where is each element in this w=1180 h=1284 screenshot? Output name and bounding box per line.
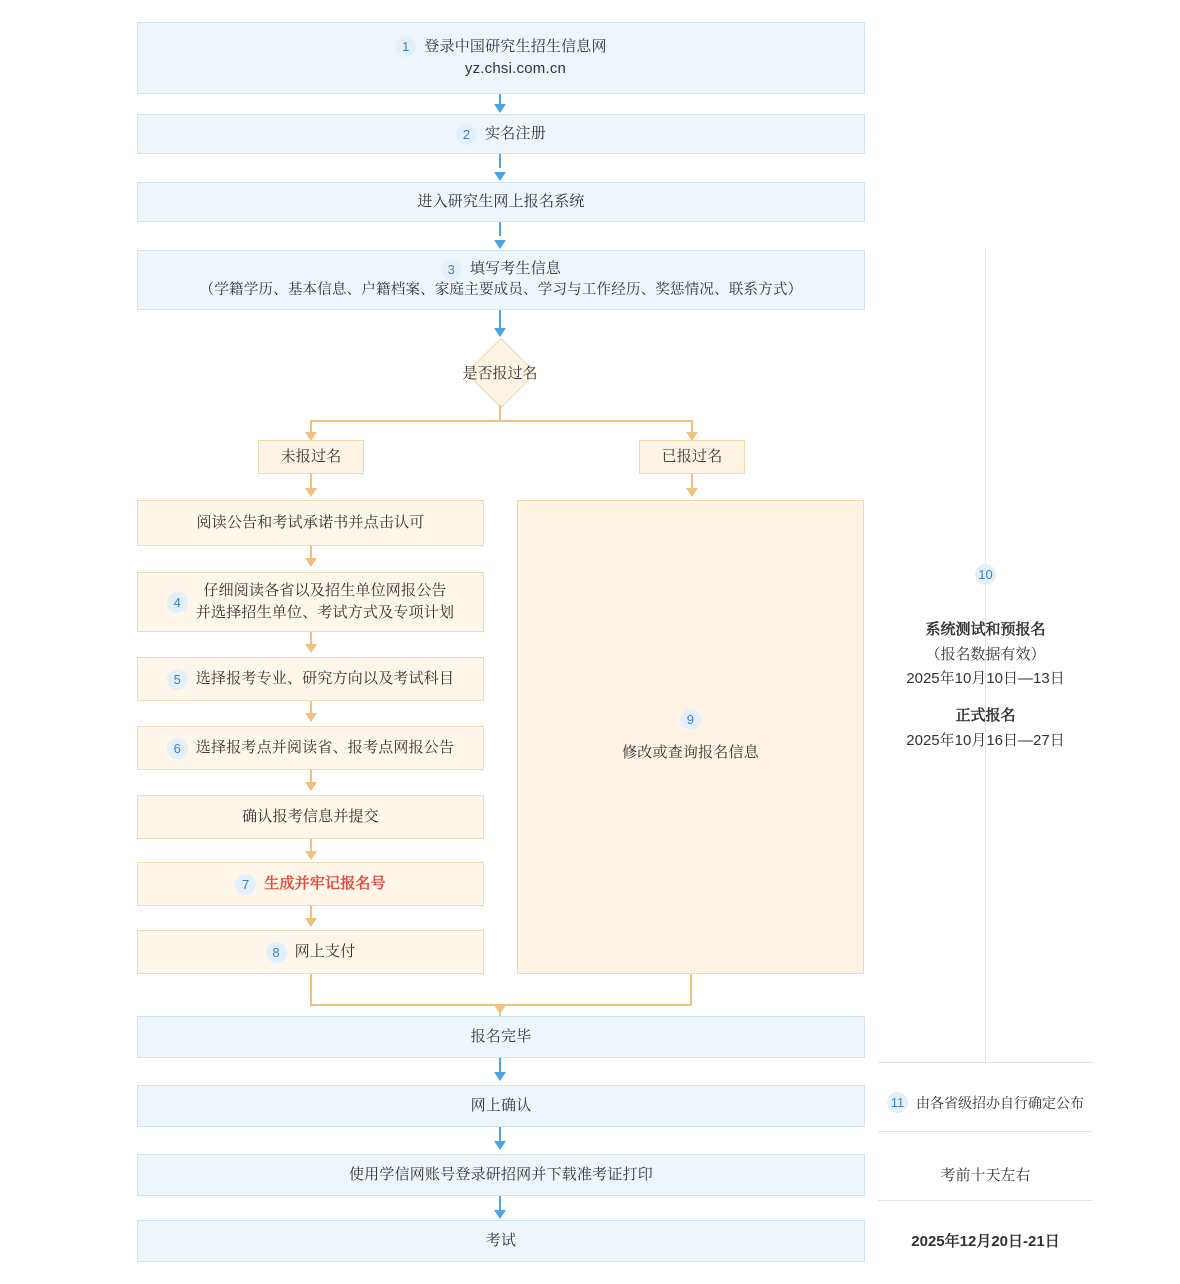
arrowhead-download-exam (494, 1210, 506, 1219)
node-registration-complete-label: 报名完毕 (470, 1027, 532, 1045)
node-online-confirmation-label: 网上确认 (470, 1096, 532, 1114)
node-download-admission-ticket (137, 1154, 865, 1196)
step-badge-9: 9 (680, 709, 701, 730)
node-download-admission-ticket-label: 使用学信网账号登录研招网并下载准考证打印 (348, 1165, 653, 1183)
step-badge-6: 6 (167, 738, 188, 759)
connector-branchno-read (310, 474, 312, 488)
timeline-before-exam-label: 考前十天左右 (940, 1167, 1031, 1184)
connector-system-info (499, 222, 501, 236)
node-fill-info-row (441, 258, 561, 281)
timeline-step10-title1-sub: （报名数据有效） (925, 645, 1046, 663)
node-step6-row (167, 737, 454, 760)
node-confirm-submit (137, 795, 484, 839)
node-fill-info-label: 填写考生信息 (469, 259, 562, 277)
timeline-step10-title2: 正式报名 (955, 707, 1016, 724)
connector-decision-horizontal (311, 420, 693, 422)
node-branch-not-registered-label: 未报过名 (280, 447, 342, 465)
step-badge-10: 10 (975, 564, 996, 585)
node-login-line2: yz.chsi.com.cn (464, 60, 567, 77)
arrowhead-system-info (494, 240, 506, 249)
node-enter-system (137, 182, 865, 222)
arrowhead-login-register (494, 104, 506, 113)
step-badge-4: 4 (167, 592, 188, 613)
node-step7-registration-number (137, 862, 484, 906)
node-step5-row (167, 668, 454, 691)
node-step4-line2: 并选择招生单位、考试方式及专项计划 (195, 604, 455, 621)
node-step9-row (622, 709, 759, 765)
arrowhead-step6-confirm (305, 782, 317, 791)
arrowhead-finish-onlineconfirm (494, 1072, 506, 1081)
timeline-step10 (878, 563, 1093, 754)
timeline-before-exam (878, 1164, 1093, 1185)
timeline-step10-date1: 2025年10月10日—13日 (906, 670, 1065, 688)
arrowhead-step5-step6 (305, 713, 317, 722)
step-badge-11: 11 (887, 1092, 908, 1113)
node-exam-label: 考试 (485, 1231, 517, 1249)
node-online-confirmation (137, 1085, 865, 1127)
connector-download-exam (499, 1196, 501, 1210)
arrowhead-read-step4 (305, 558, 317, 567)
node-step4-line1: 仔细阅读各省以及招生单位网报公告 (203, 581, 447, 599)
node-step8-label: 网上支付 (294, 942, 356, 960)
node-enter-system-label: 进入研究生网上报名系统 (417, 192, 585, 210)
timeline-divider-2 (878, 1131, 1093, 1132)
step-badge-7: 7 (235, 874, 256, 895)
node-exam (137, 1220, 865, 1262)
node-realname-register-label: 实名注册 (485, 124, 546, 142)
connector-step9-merge (690, 974, 692, 1006)
step-badge-3: 3 (441, 259, 462, 280)
node-step6-select-site (137, 726, 484, 770)
node-step6-label: 选择报考点并阅读省、报考点网报公告 (195, 738, 455, 756)
node-step9-label: 修改或查询报名信息 (622, 744, 759, 762)
node-login-row (395, 36, 606, 59)
decision-label: 是否报过名 (462, 364, 538, 382)
node-realname-register (137, 114, 865, 154)
node-login (137, 22, 865, 94)
timeline-step11 (878, 1092, 1093, 1113)
timeline-exam-date-label: 2025年12月20日-21日 (911, 1233, 1060, 1250)
node-branch-registered (639, 440, 745, 474)
timeline-step10-badge-wrap (878, 563, 1093, 588)
node-decision-registered (430, 339, 570, 405)
arrowhead-confirm-step7 (305, 851, 317, 860)
node-fill-info (137, 250, 865, 310)
arrowhead-onlineconfirm-download (494, 1141, 506, 1150)
node-fill-info-detail: （学籍学历、基本信息、户籍档案、家庭主要成员、学习与工作经历、奖惩情况、联系方式） (199, 282, 803, 299)
node-read-notice-label: 阅读公告和考试承诺书并点击认可 (196, 513, 425, 531)
node-step5-label: 选择报考专业、研究方向以及考试科目 (195, 669, 455, 687)
node-read-notice (137, 500, 484, 546)
node-step7-label: 生成并牢记报名号 (264, 874, 386, 892)
node-confirm-submit-label: 确认报考信息并提交 (242, 807, 379, 825)
node-step4-read-units (137, 572, 484, 632)
step-badge-2: 2 (456, 124, 477, 145)
node-realname-register-row (456, 123, 546, 146)
step-badge-1: 1 (395, 36, 416, 57)
node-step9-modify-query (517, 500, 864, 974)
arrowhead-info-decision (494, 328, 506, 337)
node-login-line1: 登录中国研究生招生信息网 (424, 37, 607, 55)
arrowhead-register-system (494, 172, 506, 181)
timeline-divider-3 (878, 1200, 1093, 1201)
timeline-exam-date (878, 1230, 1093, 1251)
connector-branchyes-modify (691, 474, 693, 488)
timeline-step11-label: 由各省级招办自行确定公布 (916, 1094, 1084, 1111)
step-badge-5: 5 (167, 669, 188, 690)
connector-finish-onlineconfirm (499, 1058, 501, 1072)
connector-step8-merge (310, 974, 312, 1006)
node-step4-text (196, 580, 454, 625)
node-branch-not-registered (258, 440, 364, 474)
node-step5-select-major (137, 657, 484, 701)
arrowhead-step7-step8 (305, 918, 317, 927)
timeline-divider-1 (878, 1062, 1093, 1063)
connector-register-system (499, 154, 501, 168)
arrowhead-merge-finish (494, 1005, 506, 1014)
step-badge-8: 8 (266, 942, 287, 963)
timeline-step10-title1: 系统测试和预报名 (925, 620, 1046, 638)
node-step8-row (266, 941, 356, 964)
arrowhead-step4-step5 (305, 644, 317, 653)
node-branch-registered-label: 已报过名 (661, 447, 723, 465)
arrowhead-branchno-read (305, 488, 317, 497)
connector-onlineconfirm-download (499, 1127, 501, 1141)
arrowhead-branchyes-modify (686, 488, 698, 497)
connector-decision-split (499, 405, 501, 421)
connector-info-decision (499, 310, 501, 330)
node-step8-online-payment (137, 930, 484, 974)
node-registration-complete (137, 1016, 865, 1058)
timeline-step10-date2: 2025年10月16日—27日 (906, 731, 1065, 749)
node-step7-row (235, 873, 386, 896)
